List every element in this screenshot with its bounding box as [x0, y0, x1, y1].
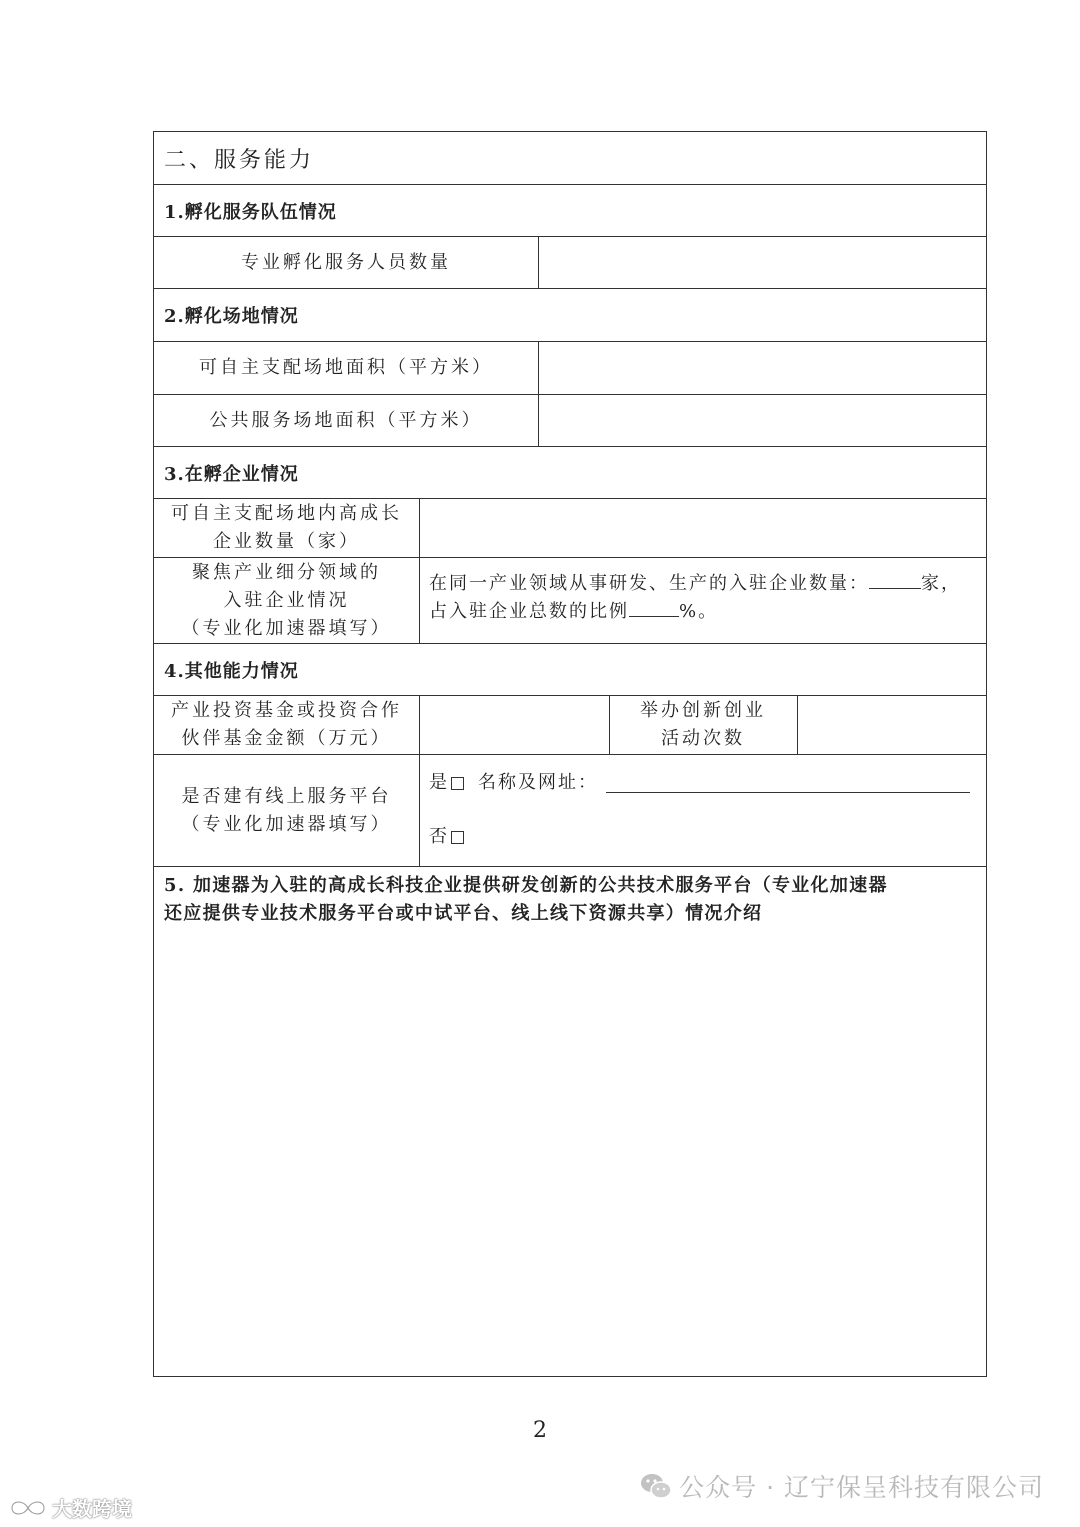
own-area-label: 可自主支配场地面积（平方米） — [199, 357, 493, 378]
section-title: 二、服务能力 — [164, 147, 315, 173]
focus-text-2b: %。 — [679, 601, 719, 622]
s5-heading-line1: 5. 加速器为入驻的高成长科技企业提供研发创新的公共技术服务平台（专业化加速器 — [164, 875, 888, 896]
high-growth-label-line2: 企业数量（家） — [213, 531, 360, 552]
section-title-row — [154, 132, 986, 184]
public-area-label: 公共服务场地面积（平方米） — [209, 409, 483, 431]
focus-label-line3: （专业化加速器填写） — [181, 617, 392, 639]
fund-row — [154, 695, 986, 754]
staff-row — [154, 236, 986, 288]
wechat-icon — [639, 1471, 673, 1501]
platform-label-line1: 是否建有线上服务平台 — [181, 785, 392, 807]
fund-label-line2: 伙伴基金金额（万元） — [181, 728, 392, 749]
name-url-label: 名称及网址： — [478, 772, 598, 793]
staff-value-field[interactable] — [538, 237, 986, 288]
high-growth-value-field[interactable] — [419, 499, 986, 557]
s5-heading-line2: 还应提供专业技术服务平台或中试平台、线上线下资源共享）情况介绍 — [164, 903, 763, 924]
events-label — [609, 696, 797, 754]
watermark-right — [639, 1468, 1044, 1504]
high-growth-label-line1: 可自主支配场地内高成长 — [171, 503, 402, 524]
focus-label — [154, 558, 419, 643]
public-area-row — [154, 394, 986, 446]
focus-label-line1: 聚焦产业细分领域的 — [192, 561, 381, 583]
fund-value-field[interactable] — [419, 696, 609, 754]
s4-heading: 4.其他能力情况 — [164, 660, 299, 682]
platform-label-line2: （专业化加速器填写） — [181, 813, 392, 835]
platform-label — [154, 755, 419, 866]
ratio-blank[interactable] — [629, 598, 679, 617]
public-area-value-field[interactable] — [538, 395, 986, 446]
s3-heading-row — [154, 446, 986, 498]
focus-text-cell — [419, 558, 986, 643]
watermark-left-text: 大数跨境 — [52, 1497, 132, 1521]
high-growth-row — [154, 498, 986, 557]
yes-label: 是 — [429, 772, 449, 793]
focus-text-1a: 在同一产业领域从事研发、生产的入驻企业数量： — [429, 573, 869, 594]
s2-heading: 2.孵化场地情况 — [164, 306, 299, 327]
focus-text-1b: 家， — [921, 573, 961, 594]
events-value-field[interactable] — [797, 696, 986, 754]
s5-row — [154, 866, 986, 1376]
no-checkbox[interactable] — [451, 831, 464, 844]
events-label-line1: 举办创新创业 — [640, 700, 766, 721]
infinity-logo-icon — [6, 1496, 50, 1520]
s4-heading-row — [154, 643, 986, 695]
fund-label — [154, 696, 419, 754]
yes-checkbox[interactable] — [451, 777, 464, 790]
platform-options — [419, 755, 986, 866]
fund-label-line1: 产业投资基金或投资合作 — [171, 700, 402, 721]
s1-heading-row — [154, 184, 986, 236]
enterprise-count-blank[interactable] — [869, 570, 921, 589]
s2-heading-row — [154, 288, 986, 341]
focus-row — [154, 557, 986, 643]
no-label: 否 — [429, 826, 449, 847]
watermark-left — [6, 1493, 132, 1522]
focus-text-2a: 占入驻企业总数的比例 — [429, 601, 629, 622]
s5-cell[interactable] — [154, 867, 986, 1376]
s1-heading: 1.孵化服务队伍情况 — [164, 201, 337, 223]
focus-label-line2: 入驻企业情况 — [223, 589, 350, 611]
s3-heading: 3.在孵企业情况 — [164, 463, 299, 485]
high-growth-label — [154, 499, 419, 557]
platform-row — [154, 754, 986, 866]
events-label-line2: 活动次数 — [661, 728, 745, 749]
watermark-right-text: 公众号 · 辽宁保呈科技有限公司 — [679, 1473, 1044, 1502]
staff-label: 专业孵化服务人员数量 — [241, 251, 451, 273]
name-url-blank[interactable] — [606, 774, 970, 793]
application-form-table — [153, 131, 987, 1377]
own-area-row — [154, 341, 986, 394]
own-area-value-field[interactable] — [538, 342, 986, 394]
page-number: 2 — [533, 1418, 547, 1443]
